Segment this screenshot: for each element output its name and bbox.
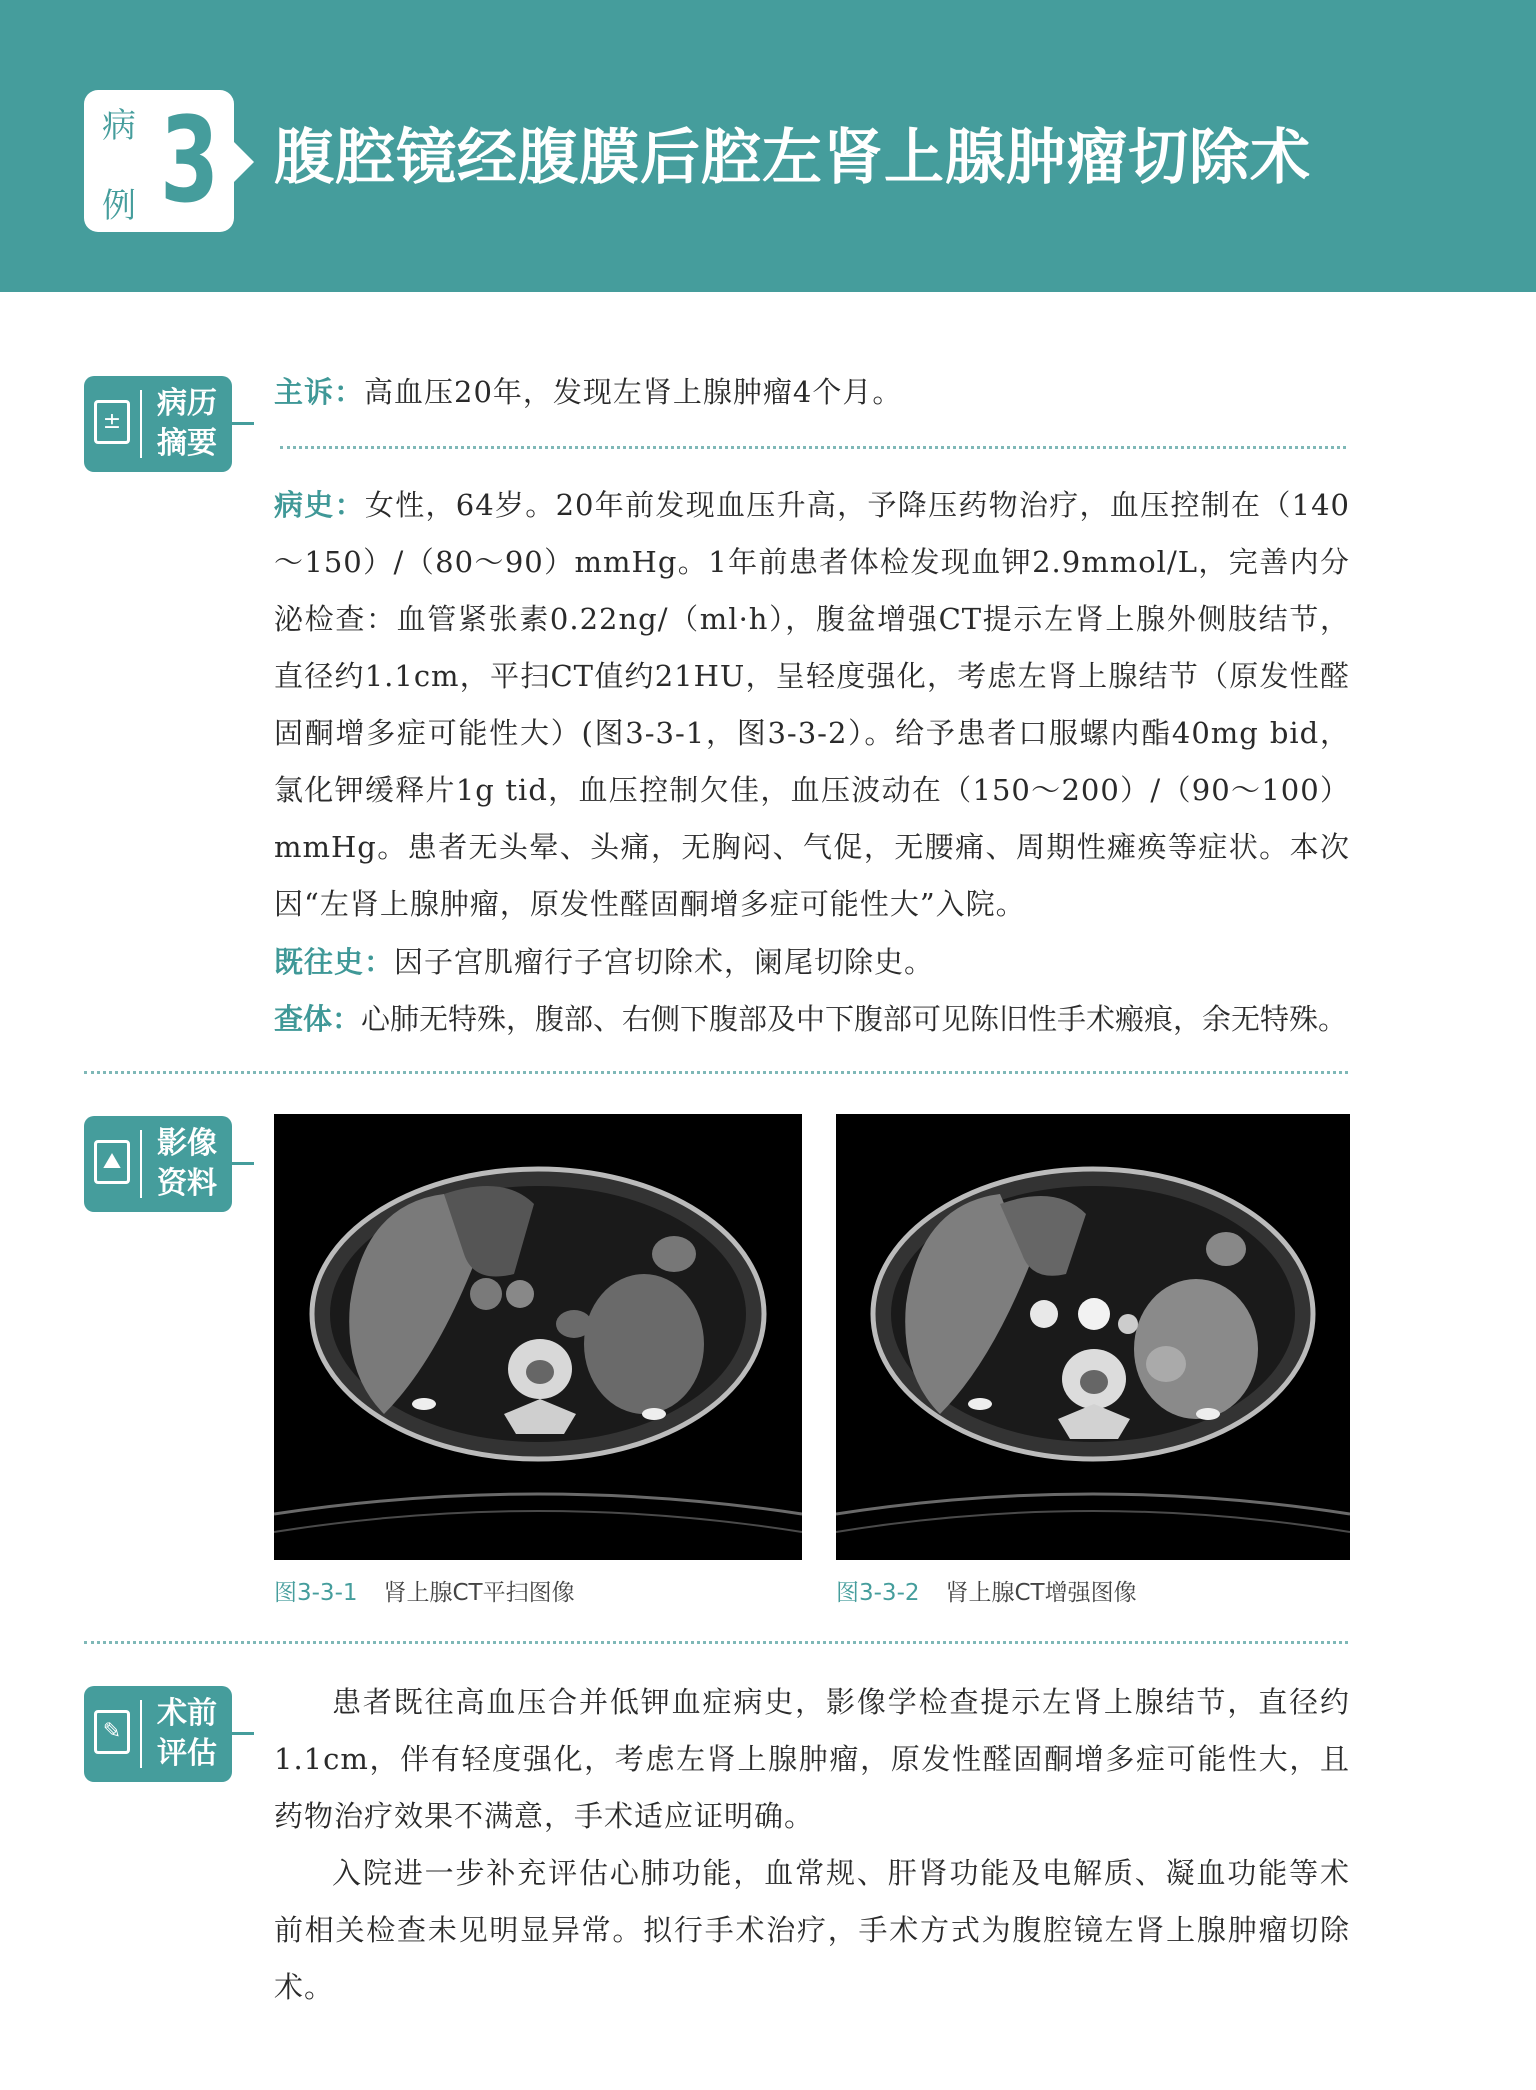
case-number: 3 — [160, 91, 220, 229]
physical-exam-key: 查体： — [274, 1002, 362, 1036]
ct-scan-graphic — [836, 1114, 1350, 1560]
case-label-char-2: 例 — [102, 186, 136, 226]
figure-number: 图3-3-2 — [836, 1580, 920, 1606]
physical-exam — [274, 991, 1350, 1048]
label-connector — [232, 422, 254, 425]
dotted-divider — [84, 1071, 1348, 1074]
figure-caption-text: 肾上腺CT增强图像 — [945, 1580, 1137, 1606]
edit-icon: ✎ — [94, 1710, 130, 1754]
section-label-text: 病历 摘要 — [157, 386, 217, 461]
dotted-divider — [84, 1641, 1348, 1644]
present-history-text: 女性，64岁。20年前发现血压升高，予降压药物治疗，血压控制在（140～150）/（80～90）mmHg。1年前患者体检发现血钾2.9mmol/L，完善内分泌检查：血管紧张素0.22ng/（ml·h），腹盆增强CT提示左肾上腺外侧肢结节，直径约1.1cm，平扫CT值约21HU，呈轻度强化，考虑左肾上腺结节（原发性醛固酮增多症可能性大）(图3-3-1，图3-3-2）。给予患者口服螺内酯40mg bid，氯化钾缓释片1g tid，血压控制欠佳，血压波动在（150～200）/（90～100）mmHg。患者无头晕、头痛，无胸闷、气促，无腰痛、周期性瘫痪等症状。本次因“左肾上腺肿瘤，原发性醛固酮增多症可能性大”入院。 — [274, 488, 1350, 921]
figure-caption — [836, 1574, 1137, 1607]
label-divider — [140, 1130, 142, 1198]
ct-scan-graphic — [274, 1114, 802, 1560]
chief-complaint — [274, 364, 1350, 421]
figure-caption — [274, 1574, 575, 1607]
preop-paragraph: 入院进一步补充评估心肺功能，血常规、肝肾功能及电解质、凝血功能等术前相关检查未见明显异常。拟行手术治疗，手术方式为腹腔镜左肾上腺肿瘤切除术。 — [274, 1856, 1350, 2004]
label-divider — [140, 1700, 142, 1768]
section-label-text: 影像 资料 — [157, 1126, 217, 1201]
physical-exam-text: 心肺无特殊，腹部、右侧下腹部及中下腹部可见陈旧性手术瘢痕，余无特殊。 — [361, 1002, 1348, 1036]
label-connector — [232, 1162, 254, 1165]
case-badge — [84, 90, 234, 232]
present-history — [274, 477, 1350, 933]
chief-complaint-key: 主诉： — [274, 375, 365, 409]
dotted-divider — [280, 446, 1346, 449]
section-label-history — [84, 376, 232, 472]
chief-complaint-text: 高血压20年，发现左肾上腺肿瘤4个月。 — [364, 375, 903, 409]
figure-caption-text: 肾上腺CT平扫图像 — [383, 1580, 575, 1606]
chapter-title: 腹腔镜经腹膜后腔左肾上腺肿瘤切除术 — [274, 123, 1311, 193]
label-divider — [140, 390, 142, 458]
past-history — [274, 934, 1350, 991]
label-connector — [232, 1732, 254, 1735]
case-label-char-1: 病 — [102, 106, 136, 146]
image-icon: ⛰ — [94, 1140, 130, 1184]
preop-paragraph: 患者既往高血压合并低钾血症病史，影像学检查提示左肾上腺结节，直径约1.1cm，伴有轻度强化，考虑左肾上腺肿瘤，原发性醛固酮增多症可能性大，且药物治疗效果不满意，手术适应证明确。 — [274, 1685, 1350, 1833]
chapter-header — [0, 0, 1536, 292]
ct-image-enhanced — [836, 1114, 1350, 1560]
figure-number: 图3-3-1 — [274, 1580, 358, 1606]
section-label-text: 术前 评估 — [157, 1696, 217, 1771]
ct-image-plain — [274, 1114, 802, 1560]
section-label-preop — [84, 1686, 232, 1782]
section-label-imaging — [84, 1116, 232, 1212]
clipboard-icon: ± — [94, 400, 130, 444]
past-history-key: 既往史： — [274, 945, 395, 979]
past-history-text: 因子宫肌瘤行子宫切除术，阑尾切除史。 — [394, 945, 935, 979]
present-history-key: 病史： — [274, 488, 365, 522]
